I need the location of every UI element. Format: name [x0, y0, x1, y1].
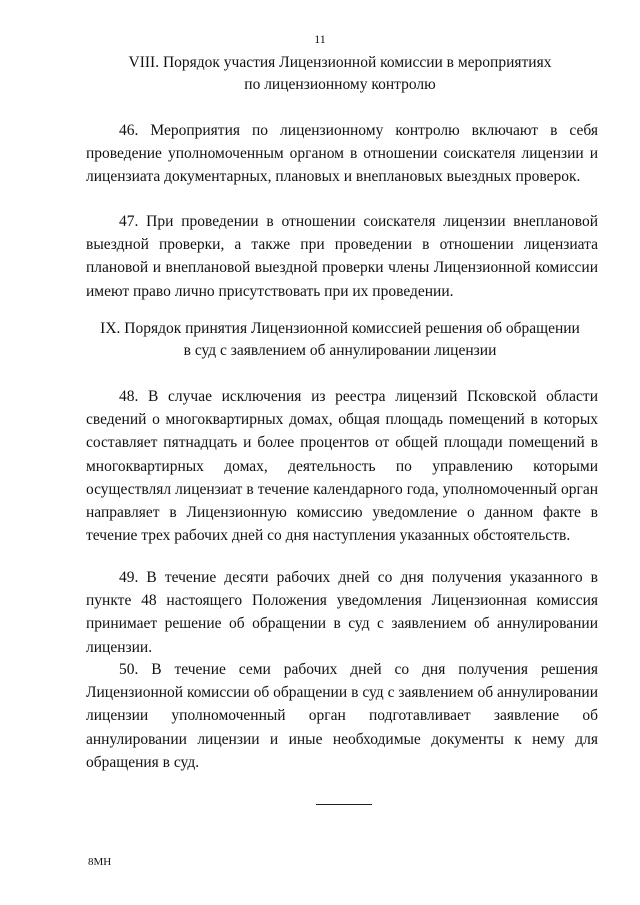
- paragraph-48: 48. В случае исключения из реестра лицензий Псковской области сведений о многоквартирных домах, общая площадь помещений в которых составляет пятнадцать и более процентов от общей площади помещений в многоквартирных домах, деятельность по управлению которыми осуществлял лицензиат в течение календарного года, уполномоченный орган направляет в Лицензионную комиссию уведомление о данном факте в течение трех рабочих дней со дня наступления указанных обстоятельств.: [86, 388, 598, 545]
- paragraph-46: 46. Мероприятия по лицензионному контролю включают в себя проведение уполномоченным органом в отношении соискателя лицензии и лицензиата документарных, плановых и внеплановых выездных проверок.: [86, 122, 598, 186]
- section-ix-heading-line1: IX. Порядок принятия Лицензионной комиссией решения об обращении: [100, 320, 580, 337]
- end-separator-line: [316, 804, 372, 805]
- section-viii-heading-line2: по лицензионному контролю: [244, 76, 436, 93]
- page-number: 11: [314, 32, 326, 46]
- paragraph-49: 49. В течение десяти рабочих дней со дня получения указанного в пункте 48 настоящего Положения уведомления Лицензионная комиссия принимает решение об обращении в суд с заявлением об аннулировании лицензии.: [86, 569, 598, 656]
- section-viii-heading-line1: VIII. Порядок участия Лицензионной комиссии в мероприятиях: [128, 54, 552, 71]
- footer-document-code: 8МН: [88, 856, 112, 868]
- section-ix-heading: [60, 318, 620, 362]
- paragraph-47: 47. При проведении в отношении соискателя лицензии внеплановой выездной проверки, а также при проведении в отношении лицензиата плановой и внеплановой выездной проверки члены Лицензионной комиссии имеют право лично присутствовать при их проведении.: [86, 213, 598, 300]
- section-ix-heading-line2: в суд с заявлением об аннулировании лицензии: [183, 342, 497, 359]
- section-viii-heading: [60, 52, 620, 96]
- paragraph-50: 50. В течение семи рабочих дней со дня получения решения Лицензионной комиссии об обращении в суд с заявлением об аннулировании лицензии уполномоченный орган подготавливает заявление об аннулировании лицензии и иные необходимые документы к нему для обращения в суд.: [86, 661, 598, 771]
